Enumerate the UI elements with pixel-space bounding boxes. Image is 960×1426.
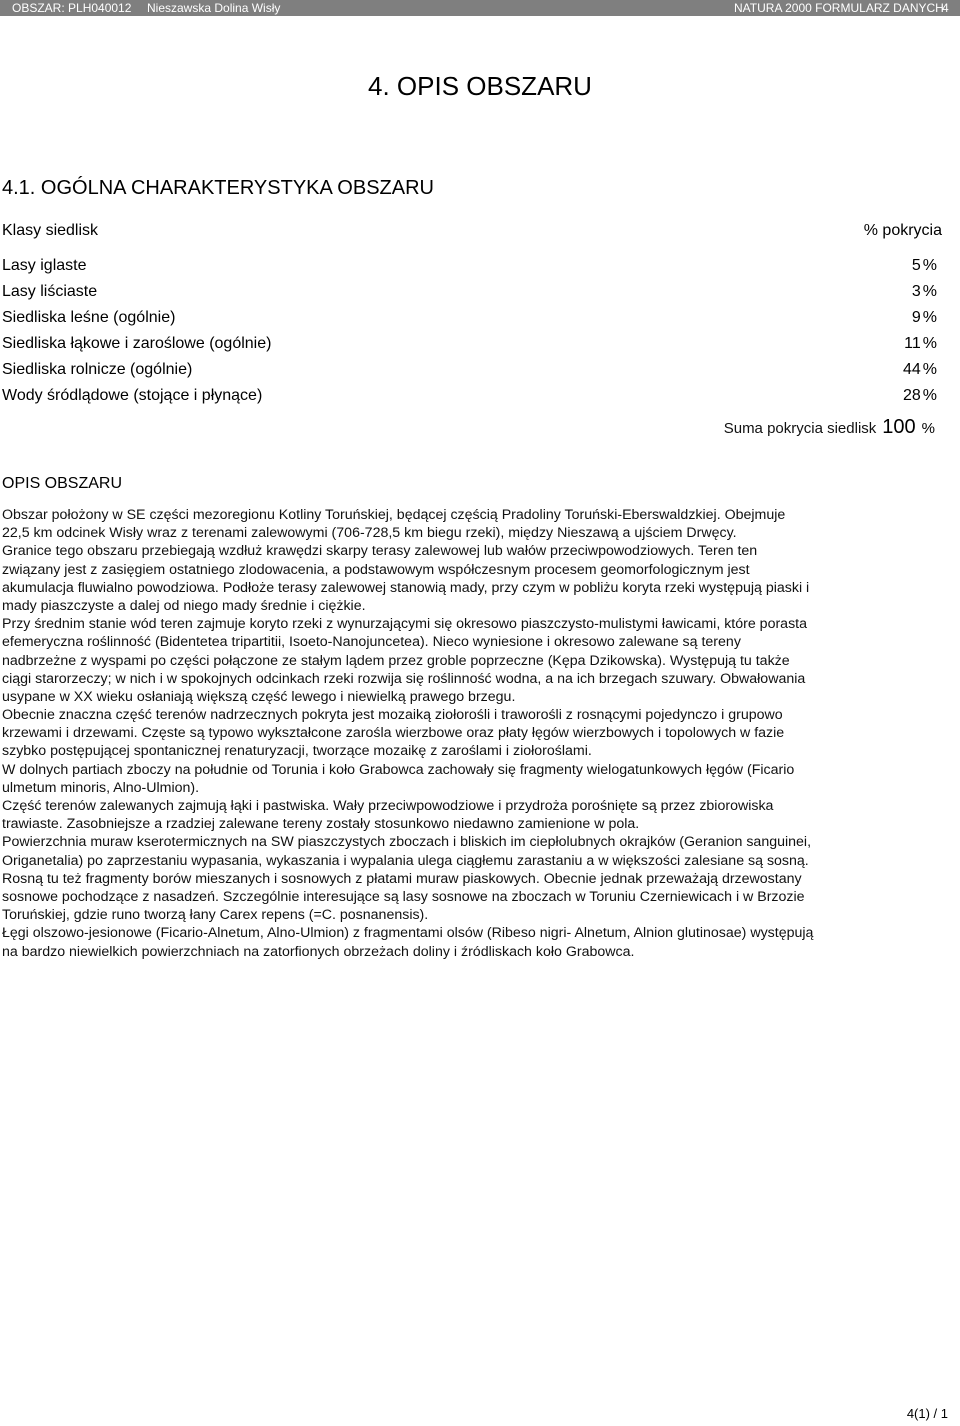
habitat-cover: 11 %: [904, 335, 937, 352]
description-line: nadbrzeżne z wyspami po części połączone ze stałym lądem przez groble poprzeczne (Kępa Dzikowska). Występują tu także: [2, 652, 790, 669]
description-line: usypane w XX wieku osłaniają większą część lewego i niewielką prawego brzegu.: [2, 688, 516, 705]
habitat-cover-sum: [724, 412, 935, 442]
habitat-cover: 3 %: [911, 283, 937, 300]
habitat-cover: 28 %: [902, 387, 937, 404]
description-line: ulmetum minoris, Alno-Ulmion).: [2, 779, 200, 796]
habitat-row: [2, 306, 937, 332]
description-line: Obszar położony w SE części mezoregionu Kotliny Toruńskiej, będącej częścią Pradoliny Toruński-Eberswaldzkiej. Obejmuje: [2, 507, 786, 523]
habitat-name: Lasy liściaste: [2, 283, 98, 300]
page-header: [0, 0, 960, 16]
description-line: Rosną tu też fragmenty borów mieszanych i sosnowych z płatami muraw piaskowych. Obecnie jednak przeważają drzewostany: [2, 870, 802, 887]
description-line: W dolnych partiach zboczy na południe od Torunia i koło Grabowca zachowały się fragmenty wielogatunkowych łęgów (Ficario: [2, 761, 795, 778]
subsection-title: 4.1. OGÓLNA CHARAKTERYSTYKA OBSZARU: [2, 177, 434, 199]
habitat-row: [2, 384, 937, 410]
description-heading: OPIS OBSZARU: [2, 475, 123, 492]
habitat-cover: 44 %: [902, 361, 937, 378]
habitat-row: [2, 358, 937, 384]
description-line: Toruńskiej, gdzie runo tworzą łany Carex repens (=C. posnanensis).: [2, 907, 429, 924]
section-title: 4. OPIS OBSZARU: [368, 71, 592, 101]
page-counter: 4(1) / 1: [906, 1406, 948, 1421]
description-line: Łęgi olszowo-jesionowe (Ficario-Alnetum, Alno-Ulmion) z fragmentami olsów (Ribeso nigri- Alnetum, Alnion glutinosae) występują: [2, 925, 814, 942]
description-line: na bardzo niewielkich powierzchniach na zatorfionych obrzeżach doliny i źródliskach koło Grabowca.: [2, 943, 635, 960]
habitat-row: [2, 332, 937, 358]
description-line: Część terenów zalewanych zajmują łąki i pastwiska. Wały przeciwpowodziowe i przydroża porośnięte są przez zbiorowiska: [2, 798, 774, 814]
description-line: mady piaszczyste a dalej od niego mady średnie i ciężkie.: [2, 597, 366, 614]
site-name: Nieszawska Dolina Wisły: [147, 1, 281, 15]
description-line: związany jest z zasięgiem ostatniego zlodowacenia, a podstawowym współczesnym procesem geomorfologicznym jest: [2, 561, 750, 578]
habitat-table-header: [2, 219, 942, 243]
habitat-row: [2, 254, 937, 280]
form-title: NATURA 2000 FORMULARZ DANYCH: [734, 1, 944, 15]
site-code: OBSZAR: PLH040012: [12, 1, 132, 15]
sum-unit: %: [921, 420, 935, 437]
description-line: Przy średnim stanie wód teren zajmuje koryto rzeki z wynurzającymi się okresowo piaszczysto-mulistymi ławicami, które porasta: [2, 616, 808, 633]
description-line: Obecnie znaczna część terenów nadrzecznych pokryta jest mozaiką ziołorośli i traworośli z rosnącymi pojedynczo i grupowo: [2, 707, 783, 724]
description-line: 22,5 km odcinek Wisły wraz z terenami zalewowymi (706-728,5 km biegu rzeki), między Nieszawą a ujściem Drwęcy.: [2, 525, 737, 542]
description-line: efemeryczna roślinność (Bidentetea tripartitii, Isoeto-Nanojuncetea). Nieco wyniesione i okresowo zalewane są tereny: [2, 634, 741, 651]
description-line: Powierzchnia muraw kserotermicznych na SW piaszczystych zboczach i bliskich im ciepłolubnych okrajków (Geranion sanguinei,: [2, 834, 812, 851]
habitat-table: [2, 254, 937, 410]
description-body: [2, 506, 947, 961]
habitat-cover: 9 %: [911, 309, 937, 326]
habitat-name: Siedliska łąkowe i zaroślowe (ogólnie): [2, 335, 272, 352]
description-line: akumulacja fluwialno powodziowa. Podłoże terasy zalewowej stanowią mady, przy czym w pobliżu koryta rzeki występują piaski i: [2, 579, 810, 596]
cover-column-header: % pokrycia: [863, 222, 942, 239]
description-line: Origanetalia) po zaprzestaniu wypasania, wykaszania i wypalania ulega ciągłemu zarastaniu a w większości zalesiane są sosną.: [2, 852, 809, 869]
habitat-name: Siedliska leśne (ogólnie): [2, 309, 176, 326]
habitat-name: Siedliska rolnicze (ogólnie): [2, 361, 193, 378]
habitat-class-column-header: Klasy siedlisk: [2, 222, 99, 239]
description-line: trawiaste. Zasobniejsze a rzadziej zalewane tereny zostały stosunkowo niedawno zamienione w pola.: [2, 816, 640, 833]
description-line: Granice tego obszaru przebiegają wzdłuż krawędzi skarpy terasy zalewowej lub wałów przeciwpowodziowych. Teren ten: [2, 543, 758, 560]
habitat-name: Wody śródlądowe (stojące i płynące): [2, 387, 263, 404]
habitat-name: Lasy iglaste: [2, 257, 87, 274]
header-page-number: 4: [942, 1, 949, 15]
habitat-row: [2, 280, 937, 306]
description-line: sosnowe pochodzące z nasadzeń. Szczególnie interesujące są lasy sosnowe na zboczach w Toruniu Czerniewicach i w Brzozie: [2, 888, 805, 905]
habitat-cover: 5 %: [911, 257, 937, 274]
sum-label: Suma pokrycia siedlisk: [723, 420, 877, 437]
description-line: krzewami i drzewami. Częste są typowo wykształcone zarośla wierzbowe oraz płaty łęgów wierzbowych i topolowych w fazie: [2, 725, 785, 742]
sum-value: 100: [882, 416, 916, 438]
description-line: szybko postępującej spontanicznej renaturyzacji, tworzące mozaikę z zaroślami i ziołoroślami.: [2, 743, 592, 760]
description-line: ciągi starorzeczy; w nich i w spokojnych odcinkach rzeki rozwija się roślinność wodna, a na ich brzegach szuwary. Obwałowania: [2, 670, 806, 687]
